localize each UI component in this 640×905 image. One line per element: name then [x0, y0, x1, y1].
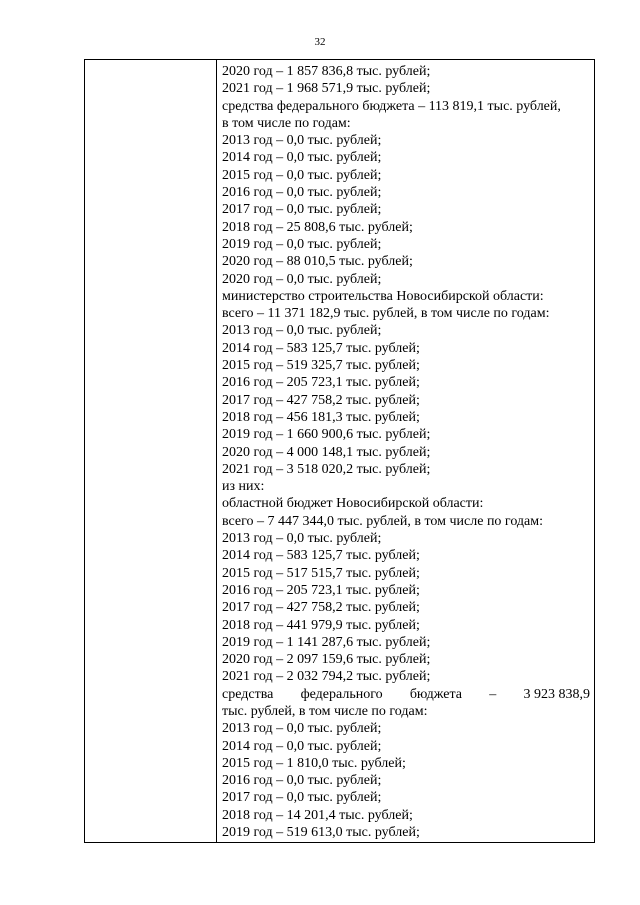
table-left-cell: [85, 60, 217, 842]
text-lines-before: [222, 63, 590, 686]
text-line: областной бюджет Новосибирской области:: [222, 496, 484, 512]
text-lines-after: [222, 703, 590, 841]
text-line: 2016 год – 0,0 тыс. рублей;: [222, 185, 382, 201]
text-line: в том числе по годам:: [222, 115, 351, 131]
text-line: 2014 год – 0,0 тыс. рублей;: [222, 738, 382, 754]
text-line: всего – 11 371 182,9 тыс. рублей, в том числе по годам:: [222, 306, 550, 322]
text-line: 2016 год – 205 723,1 тыс. рублей;: [222, 582, 420, 598]
text-line: 2021 год – 1 968 571,9 тыс. рублей;: [222, 81, 431, 97]
text-line: 2018 год – 456 181,3 тыс. рублей;: [222, 409, 420, 425]
text-line: средства федерального бюджета – 113 819,1 тыс. рублей,: [222, 98, 561, 114]
justified-word: 3 923 838,9: [523, 686, 590, 702]
text-line: 2014 год – 583 125,7 тыс. рублей;: [222, 548, 420, 564]
text-line: из них:: [222, 479, 265, 495]
funding-table: [84, 59, 595, 843]
text-line: 2021 год – 2 032 794,2 тыс. рублей;: [222, 669, 431, 685]
justified-word: бюджета: [409, 686, 463, 702]
text-line: 2013 год – 0,0 тыс. рублей;: [222, 133, 382, 149]
text-line: 2018 год – 25 808,6 тыс. рублей;: [222, 219, 413, 235]
page-number: 32: [314, 36, 326, 48]
text-line: 2017 год – 427 758,2 тыс. рублей;: [222, 600, 420, 616]
text-line: 2015 год – 517 515,7 тыс. рублей;: [222, 565, 420, 581]
text-line: 2015 год – 1 810,0 тыс. рублей;: [222, 755, 406, 771]
text-line: 2019 год – 1 141 287,6 тыс. рублей;: [222, 634, 431, 650]
text-line: 2017 год – 0,0 тыс. рублей;: [222, 202, 382, 218]
text-line: 2020 год – 88 010,5 тыс. рублей;: [222, 254, 413, 270]
text-line: 2018 год – 14 201,4 тыс. рублей;: [222, 807, 413, 823]
text-line: 2019 год – 1 660 900,6 тыс. рублей;: [222, 427, 431, 443]
text-line: 2017 год – 0,0 тыс. рублей;: [222, 790, 382, 806]
text-line: 2015 год – 0,0 тыс. рублей;: [222, 167, 382, 183]
table-right-cell: [222, 63, 590, 841]
text-line: 2020 год – 2 097 159,6 тыс. рублей;: [222, 652, 431, 668]
text-line: 2021 год – 3 518 020,2 тыс. рублей;: [222, 461, 431, 477]
text-line: всего – 7 447 344,0 тыс. рублей, в том числе по годам:: [222, 513, 544, 529]
text-line: 2018 год – 441 979,9 тыс. рублей;: [222, 617, 420, 633]
text-line: 2019 год – 519 613,0 тыс. рублей;: [222, 825, 420, 841]
text-line: 2013 год – 0,0 тыс. рублей;: [222, 531, 382, 547]
text-line: министерство строительства Новосибирской области:: [222, 288, 544, 304]
text-line: 2019 год – 0,0 тыс. рублей;: [222, 236, 382, 252]
justified-word: средства: [222, 686, 274, 702]
text-line: 2016 год – 0,0 тыс. рублей;: [222, 773, 382, 789]
text-line: 2015 год – 519 325,7 тыс. рублей;: [222, 358, 420, 374]
text-line: 2020 год – 1 857 836,8 тыс. рублей;: [222, 64, 431, 79]
text-line: тыс. рублей, в том числе по годам:: [222, 703, 428, 719]
text-line: 2014 год – 583 125,7 тыс. рублей;: [222, 340, 420, 356]
text-line: 2020 год – 4 000 148,1 тыс. рублей;: [222, 444, 431, 460]
text-line: 2014 год – 0,0 тыс. рублей;: [222, 150, 382, 166]
justified-word: федерального: [300, 686, 383, 702]
text-line: 2020 год – 0,0 тыс. рублей;: [222, 271, 382, 287]
text-line: 2013 год – 0,0 тыс. рублей;: [222, 323, 382, 339]
justified-line: [222, 686, 590, 703]
justified-word: –: [489, 686, 497, 702]
text-line: 2013 год – 0,0 тыс. рублей;: [222, 721, 382, 737]
text-line: 2016 год – 205 723,1 тыс. рублей;: [222, 375, 420, 391]
text-line: 2017 год – 427 758,2 тыс. рублей;: [222, 392, 420, 408]
